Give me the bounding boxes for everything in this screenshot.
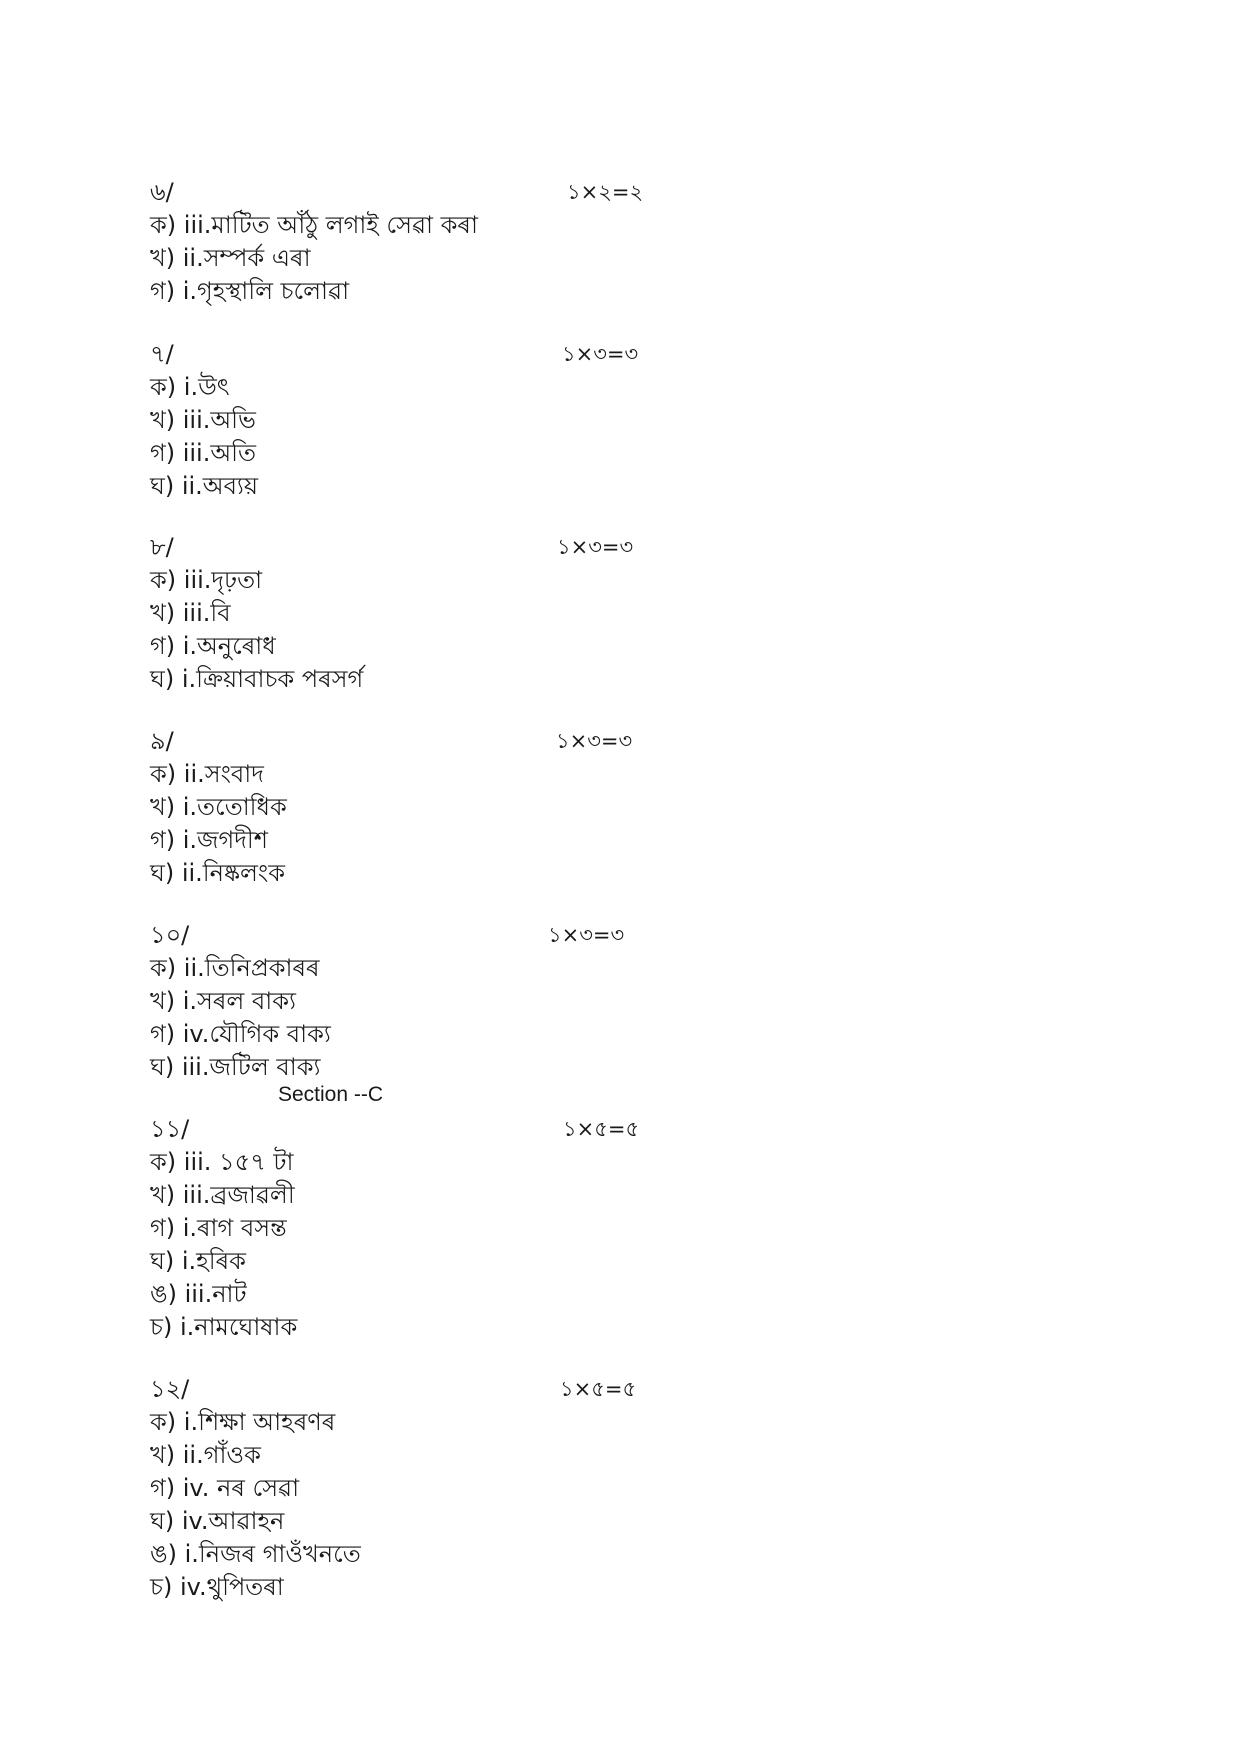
answer-11-nga: ঙ) iii.নাট	[150, 1280, 247, 1308]
question-7-number: ৭/	[150, 340, 174, 368]
answer-10-ka: ক) ii.তিনিপ্ৰকাৰৰ	[150, 954, 320, 982]
question-12-number: ১২/	[150, 1375, 190, 1403]
answer-10-gha: ঘ) iii.জটিল বাক্য	[150, 1053, 321, 1081]
question-9-marks: ১×৩=৩	[556, 729, 633, 753]
answer-10-kha: খ) i.সৰল বাক্য	[150, 987, 296, 1015]
answer-12-ga: গ) iv. নৰ সেৱা	[150, 1474, 300, 1502]
question-10-number: ১০/	[150, 921, 190, 949]
answer-9-kha: খ) i.ততোধিক	[150, 793, 287, 821]
answer-11-kha: খ) iii.ব্ৰজাৱলী	[150, 1181, 295, 1209]
answer-8-ka: ক) iii.দৃঢ়তা	[150, 566, 263, 594]
question-6-marks: ১×২=২	[567, 180, 644, 204]
answer-12-ca: চ) iv.থুপিতৰা	[150, 1573, 284, 1601]
question-8-marks: ১×৩=৩	[557, 535, 634, 559]
answer-8-kha: খ) iii.বি	[150, 599, 231, 627]
answer-11-gha: ঘ) i.হৰিক	[150, 1247, 246, 1275]
answer-9-gha: ঘ) ii.নিষ্কলংক	[150, 859, 286, 887]
answer-7-gha: ঘ) ii.অব্যয়	[150, 472, 259, 500]
answer-12-kha: খ) ii.গাঁওক	[150, 1441, 261, 1469]
answer-7-ka: ক) i.উৎ	[150, 373, 230, 401]
question-11-number: ১১/	[150, 1115, 190, 1143]
section-c-title: Section --C	[278, 1083, 384, 1106]
answer-10-ga: গ) iv.যৌগিক বাক্য	[150, 1020, 331, 1048]
answer-7-ga: গ) iii.অতি	[150, 439, 257, 467]
question-8-number: ৮/	[150, 533, 174, 561]
answer-11-ka: ক) iii. ১৫৭ টা	[150, 1148, 294, 1176]
answer-12-ka: ক) i.শিক্ষা আহৰণৰ	[150, 1408, 336, 1436]
question-6-number: ৬/	[150, 178, 174, 206]
answer-6-ga: গ) i.গৃহস্থালি চলোৱা	[150, 277, 350, 305]
answer-6-ka: ক) iii.মাটিত আঁঠু লগাই সেৱা কৰা	[150, 211, 478, 239]
question-11-marks: ১×৫=৫	[563, 1117, 640, 1141]
answer-11-ca: চ) i.নামঘোষাক	[150, 1313, 298, 1341]
answer-11-ga: গ) i.ৰাগ বসন্ত	[150, 1214, 287, 1242]
answer-9-ka: ক) ii.সংবাদ	[150, 760, 264, 788]
answer-7-kha: খ) iii.অভি	[150, 406, 256, 434]
question-10-marks: ১×৩=৩	[548, 923, 625, 947]
answer-8-gha: ঘ) i.ক্ৰিয়াবাচক পৰসৰ্গ	[150, 665, 364, 693]
answer-9-ga: গ) i.জগদীশ	[150, 826, 268, 854]
answer-6-kha: খ) ii.সম্পৰ্ক এৰা	[150, 244, 311, 272]
answer-12-nga: ঙ) i.নিজৰ গাওঁখনতে	[150, 1540, 361, 1568]
question-7-marks: ১×৩=৩	[562, 342, 639, 366]
answer-8-ga: গ) i.অনুৰোধ	[150, 632, 276, 660]
question-12-marks: ১×৫=৫	[560, 1377, 637, 1401]
question-9-number: ৯/	[150, 727, 174, 755]
answer-12-gha: ঘ) iv.আৱাহন	[150, 1507, 285, 1535]
